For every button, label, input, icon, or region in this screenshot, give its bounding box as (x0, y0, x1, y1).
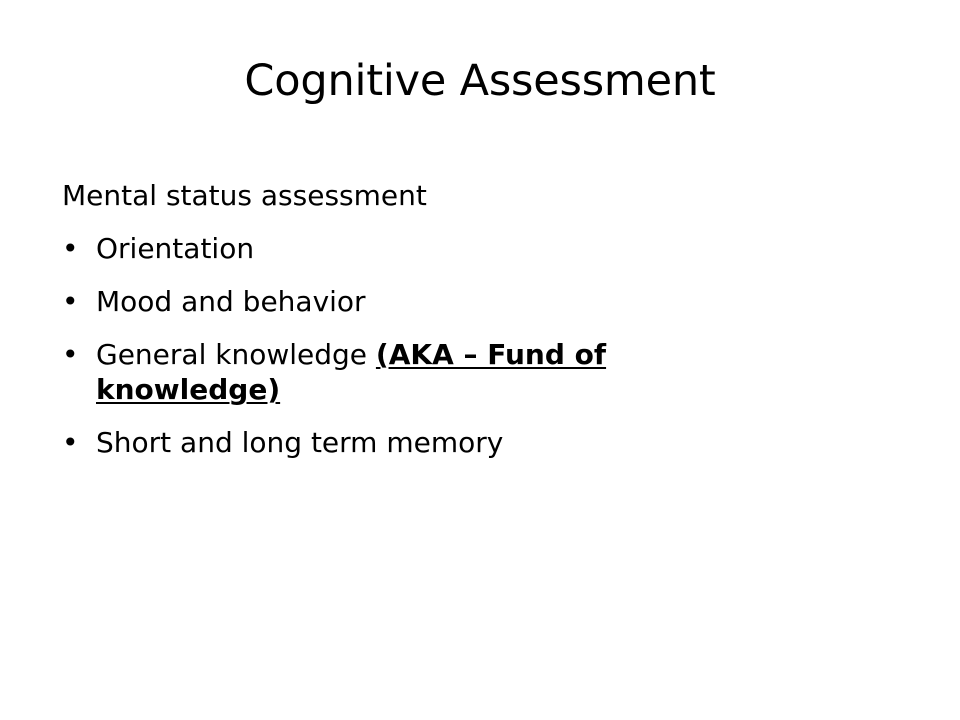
bullet-text: Orientation (96, 232, 255, 265)
bullet-icon: • (62, 338, 79, 371)
bullet-text-block (96, 337, 736, 407)
bullet-text-prefix: General knowledge (96, 338, 376, 371)
bullet-icon: • (62, 426, 79, 459)
bullet-icon: • (62, 232, 79, 265)
slide-title: Cognitive Assessment (244, 56, 716, 106)
bullet-item-memory (62, 425, 902, 460)
bullet-list (62, 231, 902, 460)
bullet-icon: • (62, 285, 79, 318)
slide-content (62, 178, 902, 478)
fund-of-knowledge-emphasis: (AKA – Fund of knowledge) (96, 338, 607, 406)
section-heading: Mental status assessment (62, 179, 427, 212)
bullet-text: Mood and behavior (96, 285, 366, 318)
bullet-item-general-knowledge (62, 337, 902, 407)
bullet-item-mood-behavior (62, 284, 902, 319)
bullet-text: Short and long term memory (96, 426, 504, 459)
bullet-item-orientation (62, 231, 902, 266)
